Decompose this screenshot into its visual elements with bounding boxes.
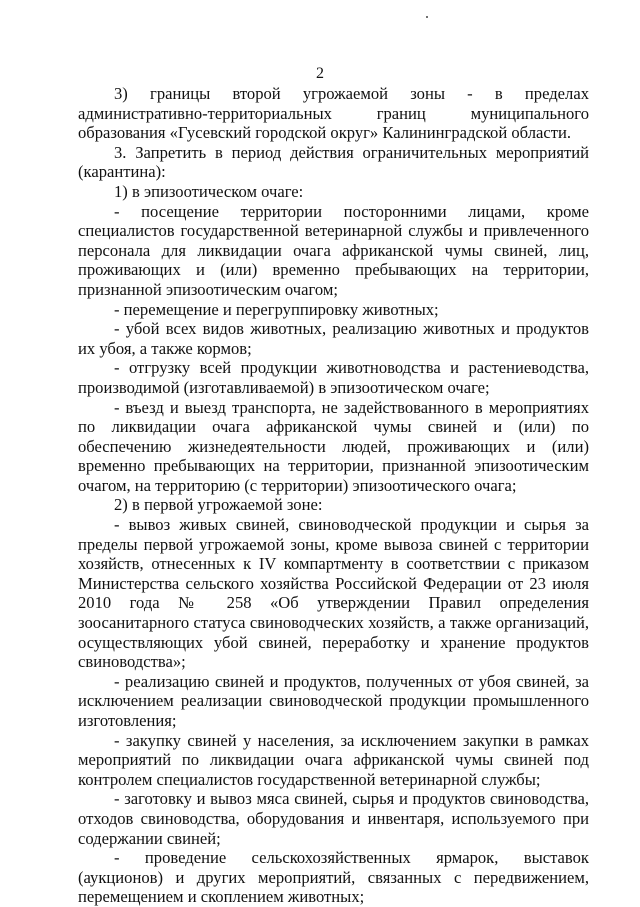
- paragraph-shipment-ban: - отгрузку всей продукции животноводства и растениеводства, производимой (изготавливаемой) в эпизоотическом очаге;: [78, 358, 589, 397]
- paragraph-meat-procurement-ban: - заготовку и вывоз мяса свиней, сырья и продуктов свиноводства, отходов свиноводства, оборудования и инвентаря, используемого при содержании свиней;: [78, 789, 589, 848]
- paragraph-visit-ban: - посещение территории посторонними лицами, кроме специалистов государственной ветеринарной службы и привлеченного персонала для ликвидации очага африканской чумы свиней, лиц, проживающих и (или) временно пребывающих на территории, признанной эпизоотическим очагом;: [78, 201, 589, 299]
- paragraph-relocation-ban: - перемещение и перегруппировку животных;: [114, 299, 439, 319]
- document-body: [78, 84, 589, 907]
- paragraph-fairs-ban: - проведение сельскохозяйственных ярмарок, выставок (аукционов) и других мероприятий, связанных с передвижением, перемещением и скоплением животных;: [78, 848, 589, 907]
- page-number: 2: [316, 65, 324, 82]
- paragraph-prohibit-heading: 3. Запретить в период действия ограничительных мероприятий (карантина):: [78, 142, 589, 182]
- scan-speck: [426, 16, 428, 18]
- paragraph-first-zone-heading: 2) в первой угрожаемой зоне:: [114, 495, 323, 515]
- paragraph-slaughter-ban: - убой всех видов животных, реализацию животных и продуктов их убоя, а также кормов;: [78, 319, 589, 358]
- paragraph-export-ban: - вывоз живых свиней, свиноводческой продукции и сырья за пределы первой угрожаемой зоны, кроме вывоза свиней с территории хозяйств, отнесенных к IV компартменту в соответствии с приказом Министерства сельского хозяйства Российской Федерации от 23 июля 2010 года № 258 «Об утверждении Правил определения зоосанитарного статуса свиноводческих хозяйств, а также организаций, осуществляющих убой свиней, переработку и хранение продуктов свиноводства»;: [78, 515, 589, 672]
- paragraph-second-zone-borders: 3) границы второй угрожаемой зоны - в пределах административно-территориальных границ муниципального образования «Гусевский городской округ» Калининградской области.: [78, 84, 589, 143]
- paragraph-sale-ban: - реализацию свиней и продуктов, полученных от убоя свиней, за исключением реализации свиноводческой продукции промышленного изготовления;: [78, 671, 589, 730]
- paragraph-in-focus-heading: 1) в эпизоотическом очаге:: [114, 181, 304, 201]
- paragraph-purchase-ban: - закупку свиней у населения, за исключением закупки в рамках мероприятий по ликвидации очага африканской чумы свиней под контролем специалистов государственной ветеринарной службы;: [78, 730, 589, 789]
- paragraph-transport-ban: - въезд и выезд транспорта, не задействованного в мероприятиях по ликвидации очага африканской чумы свиней и (или) по обеспечению жизнедеятельности людей, проживающих и (или) временно пребывающих на территории, признанной эпизоотическим очагом, на территорию (с территории) эпизоотического очага;: [78, 397, 589, 495]
